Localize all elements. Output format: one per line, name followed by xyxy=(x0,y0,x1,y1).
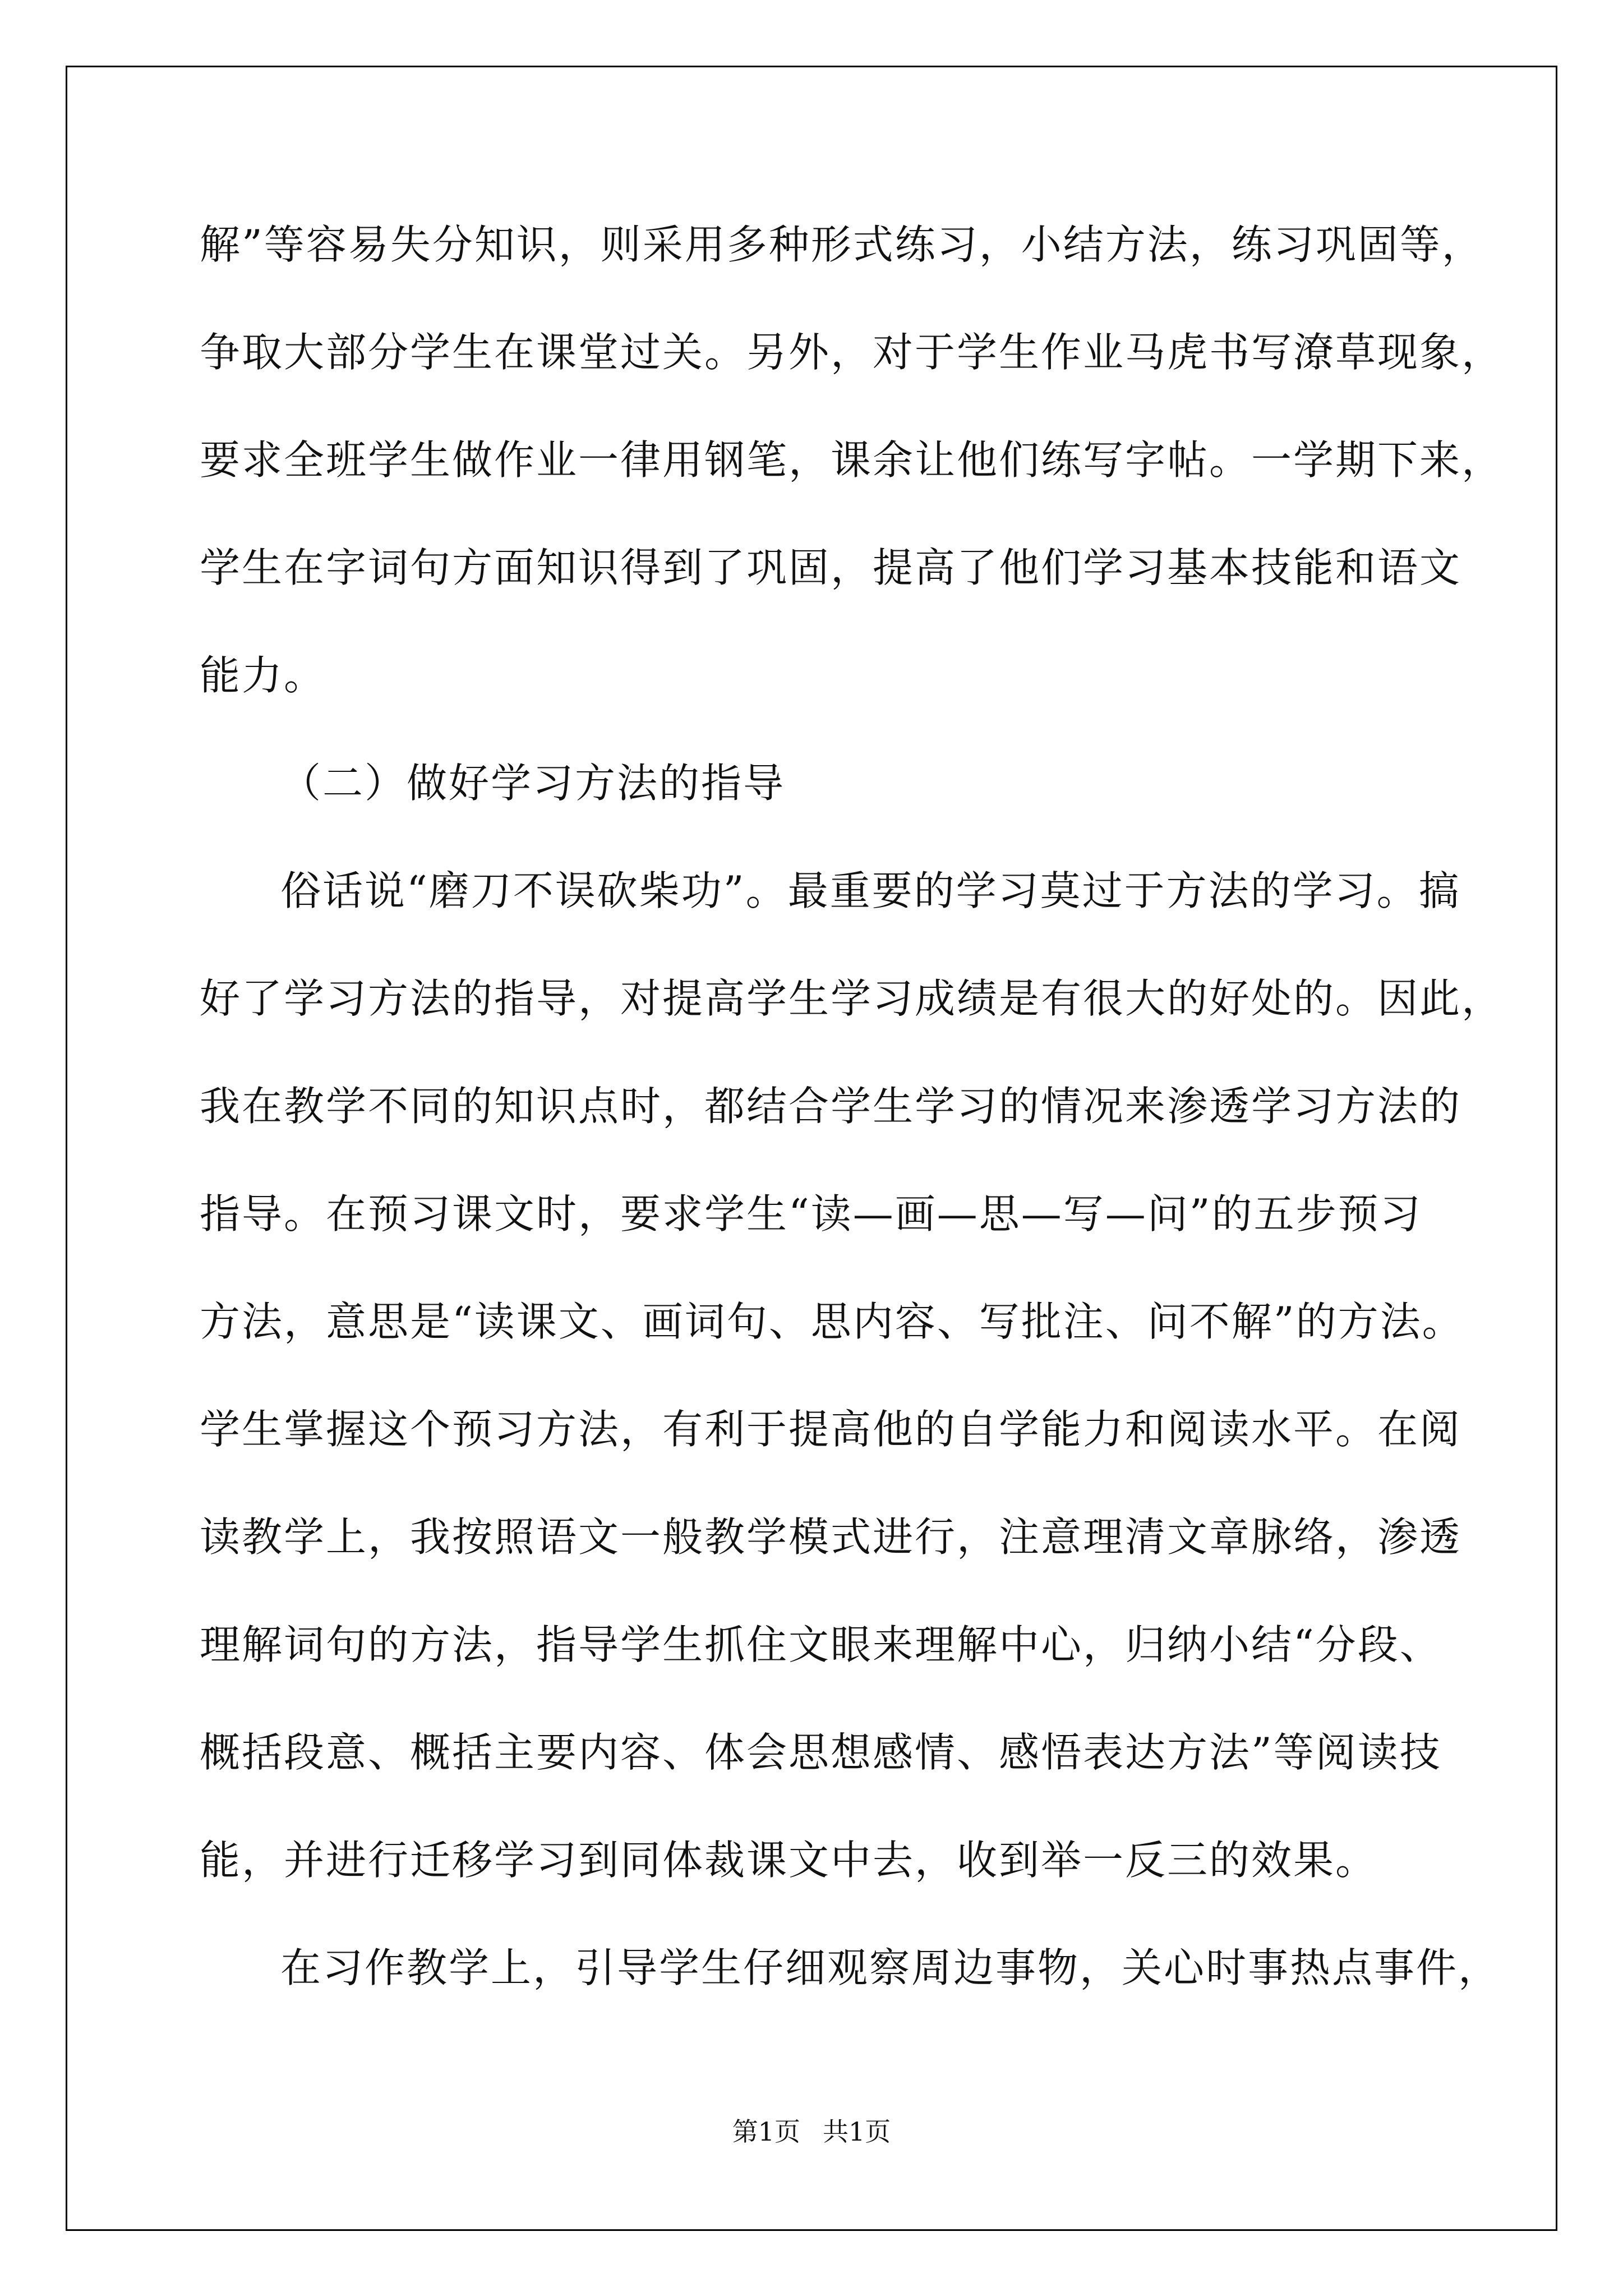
section-heading: （二）做好学习方法的指导 xyxy=(280,760,786,807)
page-footer xyxy=(0,2115,1623,2148)
text-line-17: 在习作教学上，引导学生仔细观察周边事物，关心时事热点事件， xyxy=(280,1944,1501,1991)
text-line-13: 读教学上，我按照语文一般教学模式进行，注意理清文章脉络，渗透 xyxy=(200,1513,1462,1561)
text-line-3: 要求全班学生做作业一律用钢笔，课余让他们练写字帖。一学期下来， xyxy=(200,436,1504,484)
text-line-15: 概括段意、概括主要内容、体会思想感情、感悟表达方法”等阅读技 xyxy=(200,1729,1442,1776)
text-line-9: 我在教学不同的知识点时，都结合学生学习的情况来渗透学习方法的 xyxy=(200,1083,1462,1130)
text-line-5: 能力。 xyxy=(200,652,326,699)
text-line-7: 俗话说“磨刀不误砍柴功”。最重要的学习莫过于方法的学习。搞 xyxy=(280,867,1461,914)
text-line-2: 争取大部分学生在课堂过关。另外，对于学生作业马虎书写潦草现象， xyxy=(200,329,1504,376)
page-number-total: 共1页 xyxy=(823,2116,891,2147)
document-body xyxy=(200,191,1504,2022)
text-line-10: 指导。在预习课文时，要求学生“读—画—思—写—问”的五步预习 xyxy=(200,1190,1422,1237)
text-line-8: 好了学习方法的指导，对提高学生学习成绩是有很大的好处的。因此， xyxy=(200,975,1504,1022)
text-line-1: 解”等容易失分知识，则采用多种形式练习，小结方法，练习巩固等， xyxy=(200,221,1484,268)
text-line-16: 能，并进行迁移学习到同体裁课文中去，收到举一反三的效果。 xyxy=(200,1837,1378,1884)
page-number-current: 第1页 xyxy=(732,2116,800,2147)
text-line-12: 学生掌握这个预习方法，有利于提高他的自学能力和阅读水平。在阅 xyxy=(200,1406,1462,1453)
text-line-11: 方法，意思是“读课文、画词句、思内容、写批注、问不解”的方法。 xyxy=(200,1298,1464,1345)
text-line-14: 理解词句的方法，指导学生抓住文眼来理解中心，归纳小结“分段、 xyxy=(200,1621,1442,1668)
text-line-4: 学生在字词句方面知识得到了巩固，提高了他们学习基本技能和语文 xyxy=(200,544,1462,591)
